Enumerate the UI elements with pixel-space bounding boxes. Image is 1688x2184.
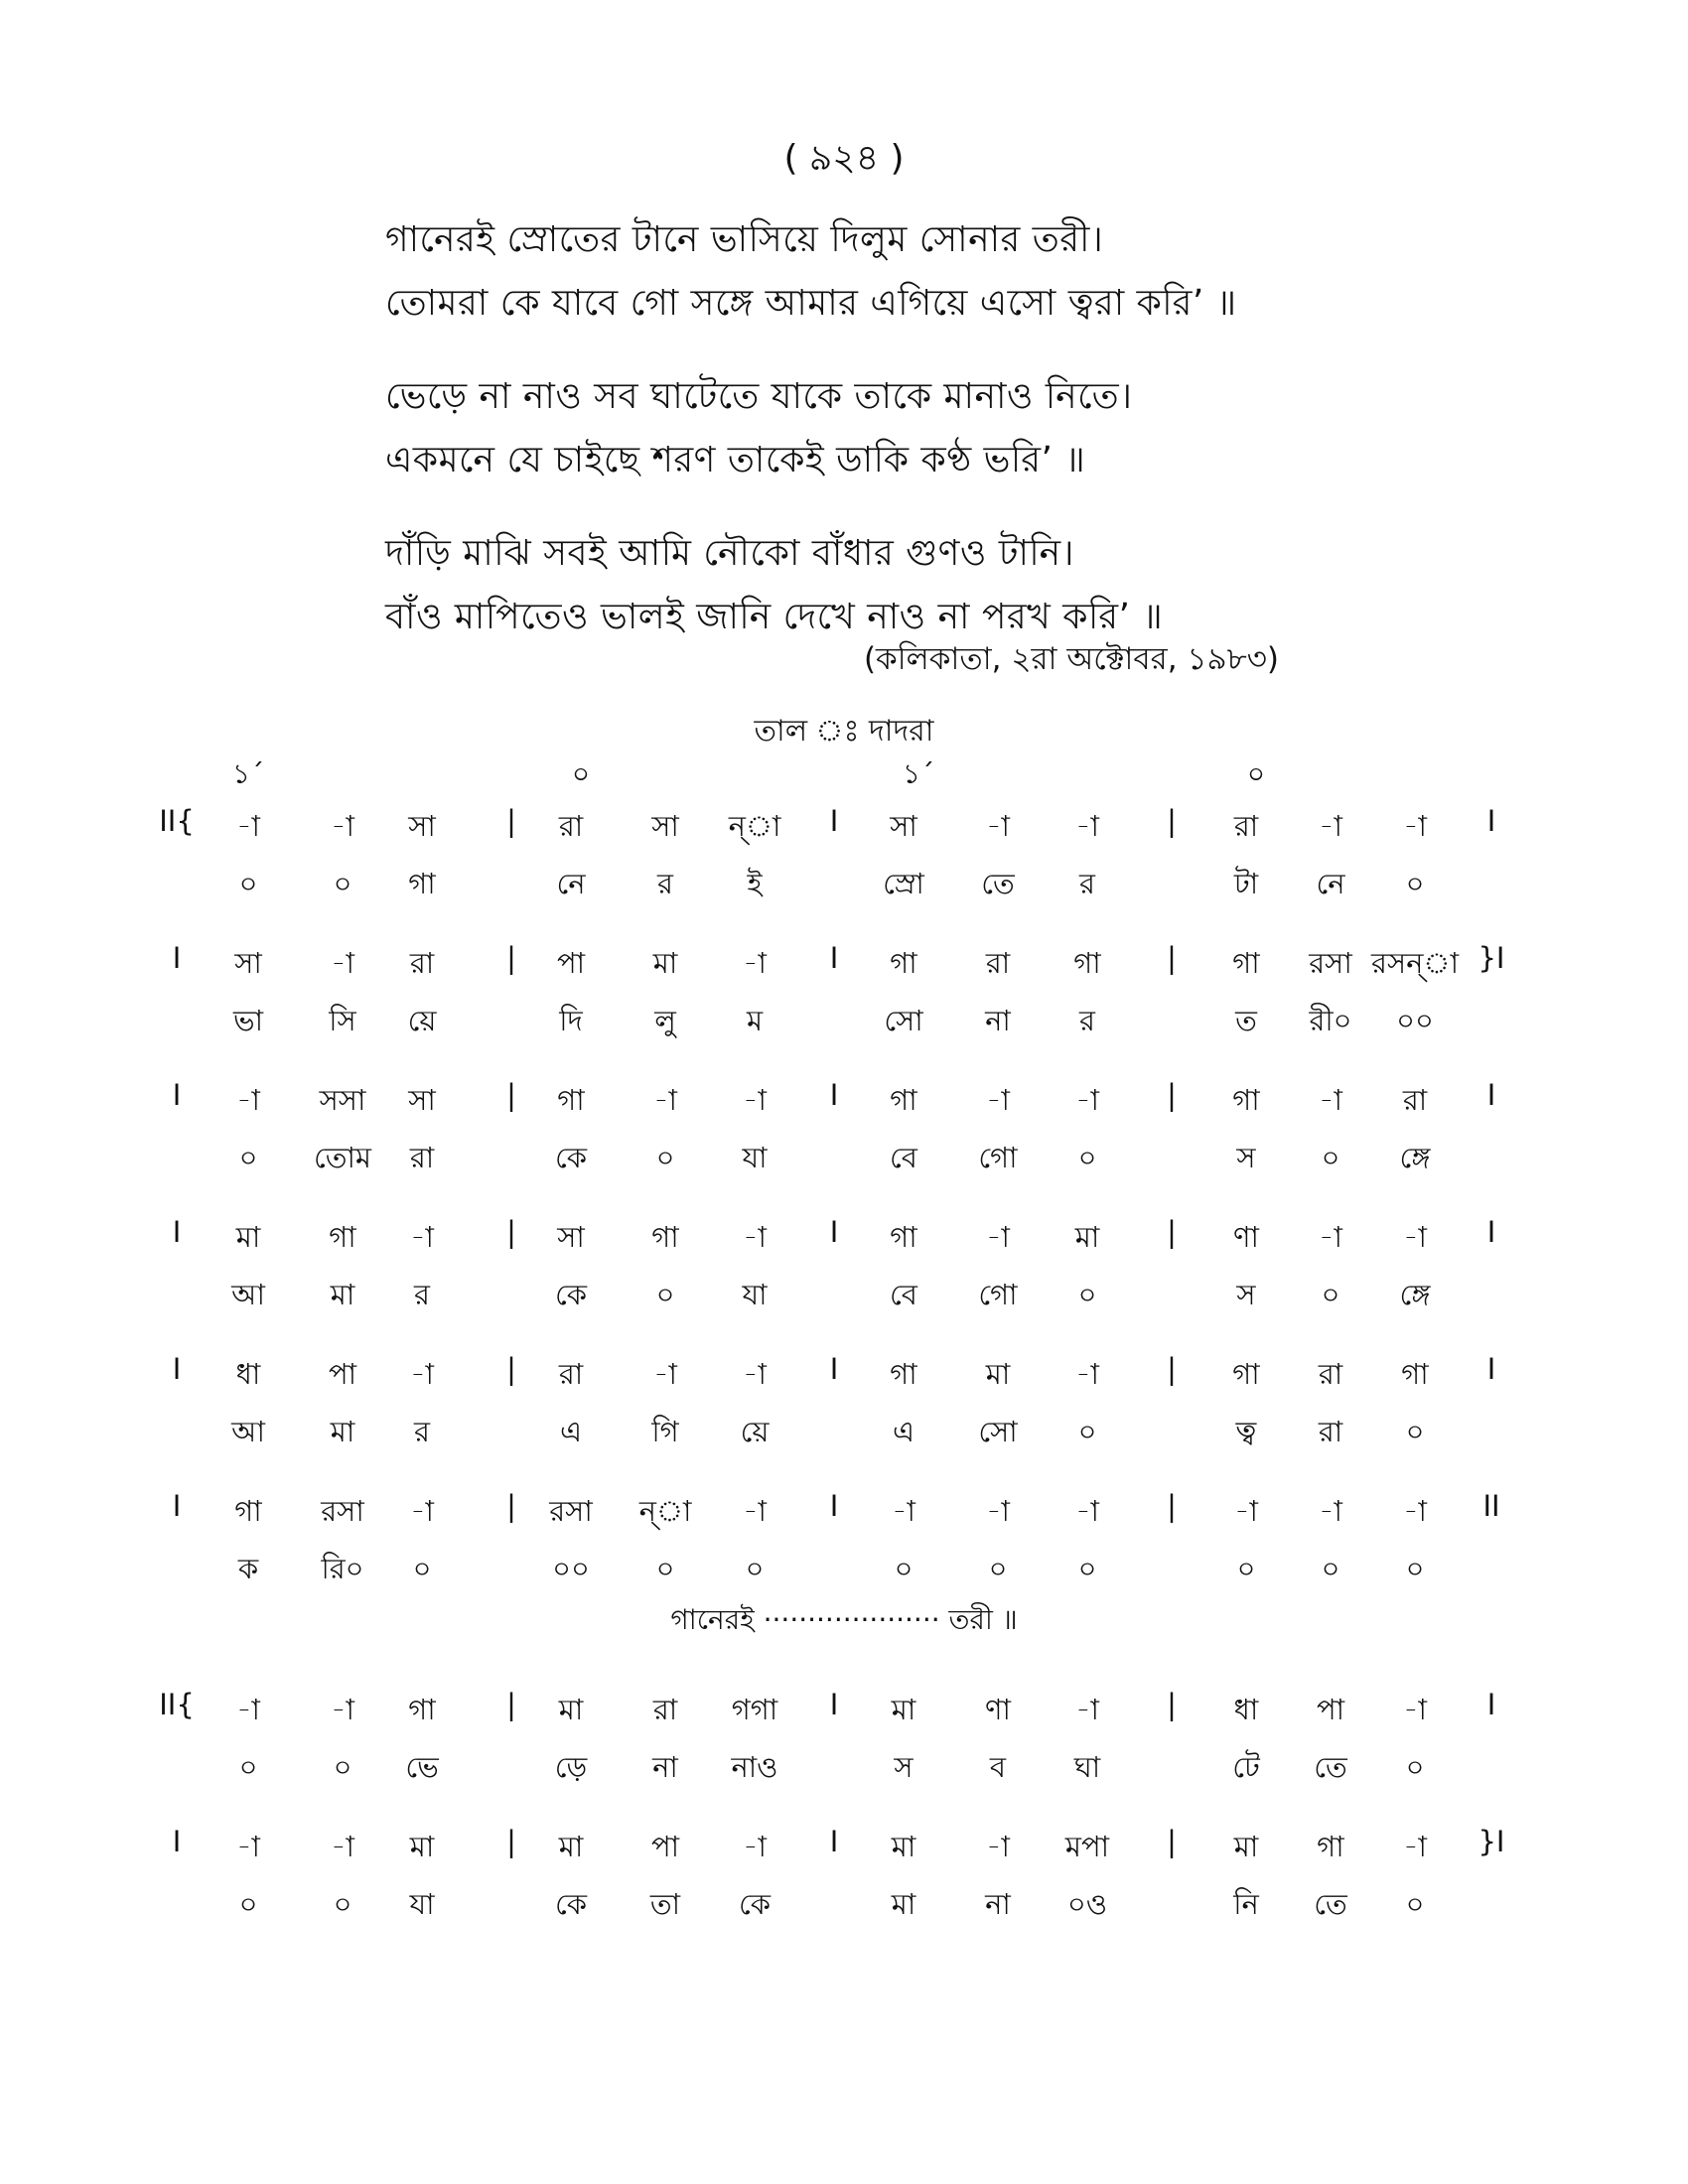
bar-line: | [1167, 1825, 1177, 1858]
note: পা [556, 946, 586, 980]
note: -া [410, 1357, 434, 1391]
note: গা [651, 1220, 679, 1254]
syllable: যা [742, 1141, 768, 1174]
note: মা [652, 946, 678, 980]
bar-open-sign: I [172, 1489, 182, 1523]
syllable: কে [554, 1278, 588, 1311]
syllable: এ [559, 1415, 583, 1448]
note: -া [743, 1357, 767, 1391]
note: -া [986, 1494, 1010, 1528]
note: গা [557, 1083, 585, 1117]
syllable: ০ [1236, 1552, 1256, 1585]
note: -া [743, 1830, 767, 1863]
notation-syllable-row [0, 1136, 1688, 1175]
note: রা [409, 946, 435, 980]
note: -া [1403, 1830, 1427, 1863]
lyric-line: তোমরা কে যাবে গো সঙ্গে আমার এগিয়ে এসো ত্বরা করি’ ॥ [385, 283, 1237, 324]
note: সা [651, 809, 679, 843]
beat-marker: ০ [571, 757, 591, 790]
syllable: দি [559, 1004, 583, 1037]
note: -া [236, 1693, 260, 1726]
bar-line: | [506, 1489, 516, 1523]
beat-marker-row [0, 752, 1688, 792]
syllable: য়ে [407, 1004, 437, 1037]
syllable: মা [330, 1278, 355, 1311]
note: সা [408, 809, 436, 843]
note: মপা [1064, 1830, 1110, 1863]
bar-line: | [1167, 941, 1177, 975]
lyrics-stanza [385, 365, 1438, 492]
note: গা [890, 1357, 917, 1391]
note: -া [1075, 1083, 1099, 1117]
note: গা [1073, 946, 1101, 980]
syllable: ম [746, 1004, 764, 1037]
note: -া [1075, 809, 1099, 843]
bar-open-sign: II{ [159, 804, 195, 838]
bar-line: | [1167, 804, 1177, 838]
bar-close-sign: }I [1477, 941, 1505, 975]
note: সা [557, 1220, 585, 1254]
note: -া [331, 809, 354, 843]
syllable: ঙ্গে [1399, 1278, 1431, 1311]
notation-note-row [0, 1352, 1688, 1392]
note: রা [1233, 809, 1259, 843]
note: -া [1075, 1693, 1099, 1726]
syllable: ০ [988, 1552, 1008, 1585]
bar-line: I [829, 1078, 839, 1112]
syllable: না [652, 1750, 678, 1784]
syllable: তোম [313, 1141, 372, 1174]
note: -া [236, 809, 260, 843]
notation-note-row [0, 1825, 1688, 1864]
note: -া [1234, 1494, 1258, 1528]
notation-syllable-row [0, 1273, 1688, 1312]
syllable: যা [409, 1887, 435, 1921]
syllable: আ [231, 1278, 265, 1311]
syllable: স [894, 1750, 914, 1784]
bar-open-sign: I [172, 1352, 182, 1386]
note: -া [986, 1830, 1010, 1863]
bar-line: | [506, 1825, 516, 1858]
syllable: ০ [238, 1887, 258, 1921]
note: -া [986, 809, 1010, 843]
note: -া [331, 946, 354, 980]
syllable: ০ও [1066, 1887, 1108, 1921]
note: সসা [319, 1083, 366, 1117]
note: গা [234, 1494, 262, 1528]
note: -া [1075, 1494, 1099, 1528]
syllable: আ [231, 1415, 265, 1448]
bar-line: | [506, 804, 516, 838]
note: পা [1316, 1693, 1345, 1726]
bar-close-sign: I [1486, 1688, 1496, 1721]
syllable: বে [890, 1141, 917, 1174]
note: মা [985, 1357, 1011, 1391]
syllable: ০ [1321, 1278, 1340, 1311]
note: সা [234, 946, 262, 980]
bar-close-sign: I [1486, 1352, 1496, 1386]
refrain-reference: গানেরই ···················· তরী ॥ [670, 1603, 1018, 1636]
notation-note-row [0, 1078, 1688, 1118]
syllable: র [1079, 867, 1095, 900]
syllable: নে [556, 867, 586, 900]
syllable: ০ [1077, 1415, 1097, 1448]
syllable: তা [649, 1887, 681, 1921]
lyric-line: ভেড়ে না নাও সব ঘাটেতে যাকে তাকে মানাও নিতে। [385, 376, 1133, 417]
note: -া [410, 1494, 434, 1528]
note: রা [558, 809, 584, 843]
note: ণা [985, 1693, 1011, 1726]
note: পা [328, 1357, 357, 1391]
bar-line: I [829, 1215, 839, 1249]
syllable: রা [1318, 1415, 1343, 1448]
syllable: স্রো [883, 867, 924, 900]
syllable: নি [1233, 1887, 1259, 1921]
syllable: ক [237, 1552, 259, 1585]
lyrics-stanza [385, 522, 1438, 649]
note: ন্া [638, 1494, 692, 1528]
notation-syllable-row [0, 1882, 1688, 1922]
note: -া [1075, 1357, 1099, 1391]
syllable: ত [1235, 1004, 1257, 1037]
note: রসা [1309, 946, 1352, 980]
syllable: সি [329, 1004, 356, 1037]
note: -া [331, 1830, 354, 1863]
note: মা [558, 1693, 584, 1726]
syllable: গি [651, 1415, 679, 1448]
syllable: ০ [333, 1750, 352, 1784]
bar-line: | [1167, 1352, 1177, 1386]
bar-line: | [506, 1352, 516, 1386]
notation-syllable-row [0, 1410, 1688, 1449]
syllable: নাও [731, 1750, 778, 1784]
note: -া [986, 1220, 1010, 1254]
syllable: স [1236, 1278, 1256, 1311]
bar-line: I [829, 1688, 839, 1721]
syllable: ০ [333, 867, 352, 900]
syllable: মা [330, 1415, 355, 1448]
note: রা [985, 946, 1011, 980]
syllable: না [985, 1887, 1011, 1921]
syllable: ড়ে [554, 1750, 588, 1784]
syllable: ত্ব [1235, 1415, 1257, 1448]
syllable: এ [892, 1415, 915, 1448]
syllable: লু [654, 1004, 676, 1037]
syllable: ০ [238, 867, 258, 900]
syllable: ০ [412, 1552, 432, 1585]
lyrics-stanza [385, 208, 1438, 336]
note: মা [235, 1220, 261, 1254]
note: -া [1319, 1083, 1342, 1117]
syllable: গো [978, 1141, 1018, 1174]
bar-line: | [1167, 1215, 1177, 1249]
syllable: ০ [1077, 1278, 1097, 1311]
note: -া [743, 946, 767, 980]
note: রসা [549, 1494, 593, 1528]
syllable: তে [1314, 1887, 1347, 1921]
syllable: ভা [232, 1004, 264, 1037]
notation-note-row [0, 1489, 1688, 1529]
note: রা [652, 1693, 678, 1726]
syllable: ০ [1405, 1415, 1425, 1448]
bar-line: | [506, 1078, 516, 1112]
note: গা [890, 1083, 917, 1117]
bar-line: | [506, 941, 516, 975]
note: -া [410, 1220, 434, 1254]
note: -া [743, 1083, 767, 1117]
syllable: বে [890, 1278, 917, 1311]
note: -া [743, 1220, 767, 1254]
syllable: ০ [238, 1141, 258, 1174]
syllable: ০ [1405, 1887, 1425, 1921]
lyrics [385, 208, 1438, 679]
bar-line: I [829, 804, 839, 838]
syllable: কে [554, 1887, 588, 1921]
notation-syllable-row [0, 1745, 1688, 1785]
syllable: ০ [1405, 1750, 1425, 1784]
syllable: রা [409, 1141, 435, 1174]
note: গা [890, 1220, 917, 1254]
bar-open-sign: I [172, 1215, 182, 1249]
note: মা [891, 1693, 916, 1726]
notation-note-row [0, 941, 1688, 981]
bar-open-sign: I [172, 1825, 182, 1858]
syllable: ০ [655, 1278, 675, 1311]
lyric-line: দাঁড়ি মাঝি সবই আমি নৌকো বাঁধার গুণও টানি। [385, 533, 1075, 574]
syllable: র [657, 867, 673, 900]
syllable: ঘা [1073, 1750, 1101, 1784]
note: -া [986, 1083, 1010, 1117]
note: -া [1403, 1220, 1427, 1254]
beat-marker: ১´ [231, 757, 265, 790]
syllable: গা [408, 867, 436, 900]
bar-open-sign: I [172, 1078, 182, 1112]
note: রা [1318, 1357, 1343, 1391]
syllable: র [1079, 1004, 1095, 1037]
note: -া [1403, 1494, 1427, 1528]
note: গা [890, 946, 917, 980]
notation-syllable-row [0, 999, 1688, 1038]
syllable: ০০ [1396, 1004, 1434, 1037]
note: -া [331, 1693, 354, 1726]
bar-open-sign: II{ [159, 1688, 195, 1721]
syllable: ই [747, 867, 763, 900]
notation-note-row [0, 1215, 1688, 1255]
notation-note-row [0, 804, 1688, 844]
syllable: ০ [333, 1887, 352, 1921]
beat-marker: ০ [1246, 757, 1266, 790]
note: মা [1233, 1830, 1259, 1863]
note: গা [1232, 946, 1260, 980]
note: পা [650, 1830, 680, 1863]
note: মা [1074, 1220, 1100, 1254]
syllable: টে [1232, 1750, 1260, 1784]
note: রা [558, 1357, 584, 1391]
syllable: যা [742, 1278, 768, 1311]
note: -া [236, 1083, 260, 1117]
note: ন্া [728, 809, 781, 843]
bar-line: I [829, 1489, 839, 1523]
bar-close-sign: II [1482, 1489, 1500, 1523]
note: -া [743, 1494, 767, 1528]
syllable: ০০ [552, 1552, 590, 1585]
syllable: ০ [894, 1552, 914, 1585]
note: -া [653, 1357, 677, 1391]
lyric-line: একমনে যে চাইছে শরণ তাকেই ডাকি কণ্ঠ ভরি’ ॥ [385, 440, 1086, 480]
syllable: ০ [1321, 1141, 1340, 1174]
syllable: ০ [655, 1141, 675, 1174]
note: ধা [1233, 1693, 1259, 1726]
syllable: ০ [745, 1552, 765, 1585]
note: -া [236, 1830, 260, 1863]
bar-line: I [829, 941, 839, 975]
syllable: না [985, 1004, 1011, 1037]
notation-syllable-row [0, 1547, 1688, 1586]
note: গগা [731, 1693, 778, 1726]
syllable: ঙ্গে [1399, 1141, 1431, 1174]
syllable: ভে [405, 1750, 439, 1784]
syllable: ০ [655, 1552, 675, 1585]
note: রসন্া [1371, 946, 1459, 980]
bar-close-sign: }I [1477, 1825, 1505, 1858]
syllable: র [414, 1278, 430, 1311]
syllable: টা [1233, 867, 1259, 900]
bar-open-sign: I [172, 941, 182, 975]
note: -া [1319, 809, 1342, 843]
bar-line: | [506, 1215, 516, 1249]
note: গা [329, 1220, 356, 1254]
note: ণা [1233, 1220, 1259, 1254]
note: গা [1232, 1083, 1260, 1117]
note: -া [892, 1494, 915, 1528]
bar-line: | [1167, 1078, 1177, 1112]
note: সা [408, 1083, 436, 1117]
note: -া [1403, 809, 1427, 843]
note: মা [409, 1830, 435, 1863]
bar-line: | [1167, 1688, 1177, 1721]
note: গা [1317, 1830, 1344, 1863]
syllable: র [414, 1415, 430, 1448]
note: গা [1232, 1357, 1260, 1391]
syllable: কে [738, 1887, 772, 1921]
syllable: ০ [1405, 1552, 1425, 1585]
note: গা [1401, 1357, 1429, 1391]
notation-syllable-row [0, 862, 1688, 901]
syllable: য়ে [740, 1415, 770, 1448]
note: গা [408, 1693, 436, 1726]
beat-marker: ১´ [902, 757, 935, 790]
note: মা [558, 1830, 584, 1863]
syllable: সো [884, 1004, 923, 1037]
taal-label: তাল ঃ দাদরা [754, 714, 934, 749]
bar-line: I [829, 1352, 839, 1386]
note: ধা [235, 1357, 261, 1391]
bar-line: I [829, 1825, 839, 1858]
note: -া [1403, 1693, 1427, 1726]
note: মা [891, 1830, 916, 1863]
syllable: ০ [1077, 1141, 1097, 1174]
bar-close-sign: I [1486, 804, 1496, 838]
bar-line: | [506, 1688, 516, 1721]
syllable: গো [978, 1278, 1018, 1311]
page-number: ( ৯২৪ ) [783, 138, 905, 179]
syllable: স [1236, 1141, 1256, 1174]
note: রা [1402, 1083, 1428, 1117]
syllable: ০ [238, 1750, 258, 1784]
syllable: ০ [1077, 1552, 1097, 1585]
note: -া [1319, 1220, 1342, 1254]
syllable: ০ [1321, 1552, 1340, 1585]
syllable: রি০ [321, 1552, 364, 1585]
note: রসা [321, 1494, 364, 1528]
syllable: নে [1316, 867, 1345, 900]
syllable: তে [981, 867, 1015, 900]
syllable: ব [989, 1750, 1007, 1784]
lyric-line: গানেরই স্রোতের টানে ভাসিয়ে দিলুম সোনার তরী। [385, 219, 1104, 260]
bar-close-sign: I [1486, 1078, 1496, 1112]
syllable: রী০ [1309, 1004, 1352, 1037]
dateline: (কলিকাতা, ২রা অক্টোবর, ১৯৮৩) [863, 641, 1279, 677]
note: -া [653, 1083, 677, 1117]
syllable: সো [978, 1415, 1018, 1448]
bar-close-sign: I [1486, 1215, 1496, 1249]
syllable: কে [554, 1141, 588, 1174]
syllable: ০ [1405, 867, 1425, 900]
syllable: তে [1314, 1750, 1347, 1784]
note: -া [1319, 1494, 1342, 1528]
syllable: মা [891, 1887, 916, 1921]
bar-line: | [1167, 1489, 1177, 1523]
notation-note-row [0, 1688, 1688, 1727]
note: সা [890, 809, 917, 843]
lyric-line: বাঁও মাপিতেও ভালই জানি দেখে নাও না পরখ করি’ ॥ [385, 597, 1164, 637]
